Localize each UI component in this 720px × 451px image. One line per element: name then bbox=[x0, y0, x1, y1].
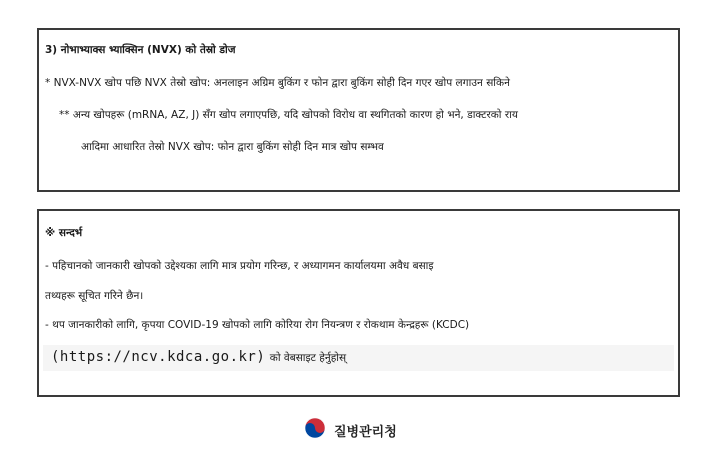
reference-heading: ※ सन्दर्भ bbox=[45, 227, 83, 239]
reference-line-3: - थप जानकारीको लागि, कृपया COVID-19 खोपको लागि कोरिया रोग नियन्त्रण र रोकथाम केन्द्रहरू (KCDC) bbox=[45, 319, 470, 331]
vaccine-info-box bbox=[37, 28, 680, 192]
info-line-1: * NVX-NVX खोप पछि NVX तेस्रो खोप: अनलाइन अग्रिम बुकिंग र फोन द्वारा बुकिंग सोही दिन गएर खोप लगाउन सकिने bbox=[45, 77, 510, 89]
reference-box bbox=[37, 209, 680, 397]
reference-url-line bbox=[51, 350, 346, 365]
taegeuk-icon bbox=[304, 417, 326, 443]
reference-line-1: - पहिचानको जानकारी खोपको उद्देश्यका लागि मात्र प्रयोग गरिन्छ, र अध्यागमन कार्यालयमा अवैध बसाइ bbox=[45, 260, 434, 272]
logo-text: 질병관리청 bbox=[334, 424, 397, 440]
info-line-3: आदिमा आधारित तेस्रो NVX खोप: फोन द्वारा बुकिंग सोही दिन मात्र खोप सम्भव bbox=[81, 141, 384, 153]
reference-line-2: तथ्यहरू सूचित गरिने छैन। bbox=[45, 290, 144, 302]
section-heading: 3) नोभाभ्याक्स भ्याक्सिन (NVX) को तेस्रो डोज bbox=[45, 44, 236, 56]
kdca-url-link[interactable]: (https://ncv.kdca.go.kr) bbox=[51, 349, 266, 365]
info-line-2: ** अन्य खोपहरू (mRNA, AZ, J) सँग खोप लगाएपछि, यदि खोपको विरोध वा स्थगितको कारण हो भने, डाक्टरको राय bbox=[59, 109, 518, 121]
url-suffix: को वेबसाइट हेर्नुहोस् bbox=[269, 352, 347, 364]
kdca-logo bbox=[304, 417, 397, 443]
